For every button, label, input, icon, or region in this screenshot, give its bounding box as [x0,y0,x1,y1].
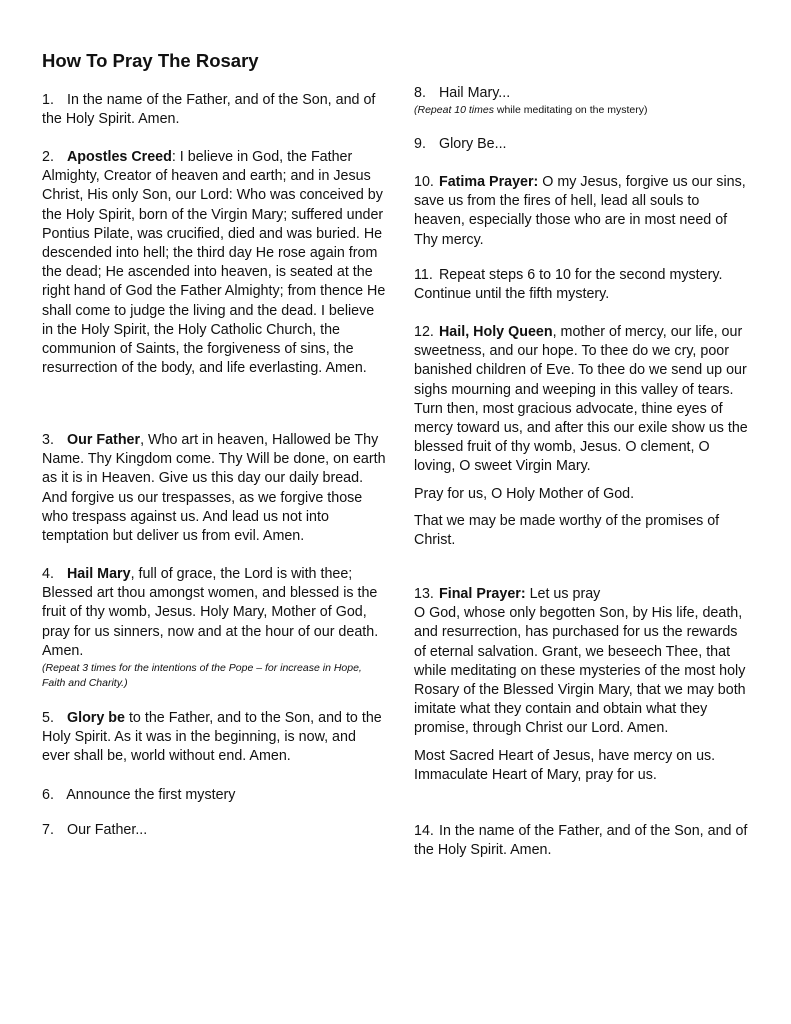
step-note [414,103,750,118]
step-7 [42,821,387,840]
closing-line-2: Immaculate Heart of Mary, pray for us. [414,766,657,783]
step-text: O my Jesus, forgive us our sins, save us from the fires of hell, lead all souls to heaven, especially those who are in most need of Thy mercy. [414,174,746,248]
versicle: Pray for us, O Holy Mother of God. [414,485,635,502]
step-label: Our Father [66,432,141,448]
step-number: 11. [414,267,433,283]
step-text: , full of grace, the Lord is with thee; Blessed art thou amongst women, and blessed is the fruit of thy womb, Jesus. Holy Mary, Mother of God, pray for us sinners, now and at the hour of our death. Amen. [42,566,379,659]
step-13-final-prayer [414,585,750,785]
step-number: 14. [414,823,434,839]
step-9 [414,135,750,154]
step-text: Let us pray [525,586,601,602]
step-label: Apostles Creed [66,149,172,165]
step-note-plain: while meditating on the mystery) [493,104,648,117]
step-text: Hail Mary... [438,85,511,101]
page-title: How To Pray The Rosary [42,50,259,71]
step-number: 12. [414,324,434,340]
step-number: 5. [42,710,54,726]
step-note-italic: (Repeat 10 times [414,104,494,117]
step-text: , mother of mercy, our life, our sweetness, and our hope. To thee do we cry, poor banished children of Eve. To thee do we send up our sighs mourning and weeping in this valley of tears. Turn then, most gracious advocate, thine eyes of mercy toward us, and after this our exile show us the blessed fruit of thy womb, Jesus. O clement, O loving, O sweet Virgin Mary. [414,324,748,475]
step-10-fatima-prayer [414,173,750,250]
step-4-hail-mary [42,565,387,691]
step-text: , Who art in heaven, Hallowed be Thy Name. Thy Kingdom come. Thy Will be done, on earth as it is in Heaven. Give us this day our daily bread. And forgive us our trespasses, as we forgive those who trespass against us. And lead us not into temptation but deliver us from evil. Amen. [42,432,386,545]
step-note: (Repeat 3 times for the intentions of the Pope – for increase in Hope, Faith and Charity.) [42,662,362,690]
step-number: 1. [42,92,54,108]
step-text: In the name of the Father, and of the Son, and of the Holy Spirit. Amen. [414,823,748,859]
closing-line-1: Most Sacred Heart of Jesus, have mercy on us. [414,747,716,764]
step-number: 7. [42,822,54,838]
step-1 [42,91,387,129]
step-5-glory-be [42,709,387,767]
step-number: 4. [42,566,54,582]
step-label: Fatima Prayer: [438,174,539,190]
step-number: 3. [42,432,54,448]
step-label: Final Prayer: [438,586,526,602]
step-text: Announce the first mystery [66,787,236,803]
step-number: 9. [414,136,426,152]
response: That we may be made worthy of the promises of Christ. [414,512,720,549]
step-number: 2. [42,149,54,165]
step-text: In the name of the Father, and of the Son, and of the Holy Spirit. Amen. [42,92,376,128]
step-label: Hail, Holy Queen [438,324,553,340]
step-text: : I believe in God, the Father Almighty, Creator of heaven and earth; and in Jesus Christ, His only Son, our Lord: Who was conceived by the Holy Spirit, born of the Virgin Mary; suffered under Pontius Pilate, was crucified, died and was buried. He descended into hell; the third day He rose again from the dead; He ascended into heaven, is seated at the right hand of God the Father Almighty; from thence He shall come to judge the living and the dead. I believe in the Holy Spirit, the Holy Catholic Church, the communion of Saints, the forgiveness of sins, the resurrection of the body, and life everlasting. Amen. [42,149,386,377]
step-text: to the Father, and to the Son, and to the Holy Spirit. As it was in the beginning, is now, and ever shall be, world without end. Amen. [42,710,382,765]
step-11 [414,266,750,304]
step-number: 8. [414,85,426,101]
step-3-our-father [42,431,387,546]
step-number: 6. [42,787,54,803]
step-text: Repeat steps 6 to 10 for the second mystery. Continue until the fifth mystery. [414,267,723,303]
step-12-hail-holy-queen [414,323,750,550]
step-text: Glory Be... [438,136,507,152]
final-prayer-body: O God, whose only begotten Son, by His life, death, and resurrection, has purchased for us the rewards of eternal salvation. Grant, we beseech Thee, that while meditating on these mysteries of the most holy Rosary of the Blessed Virgin Mary, that we may both imitate what they contain and obtain what they promise, through Christ our Lord. Amen. [414,605,746,737]
step-14 [414,822,750,860]
step-number: 13. [414,586,434,602]
step-label: Glory be [66,710,125,726]
step-label: Hail Mary [66,566,131,582]
step-text: Our Father... [66,822,148,838]
step-number: 10. [414,174,434,190]
step-6 [42,786,387,805]
step-2-apostles-creed [42,148,387,378]
step-8 [414,84,750,118]
